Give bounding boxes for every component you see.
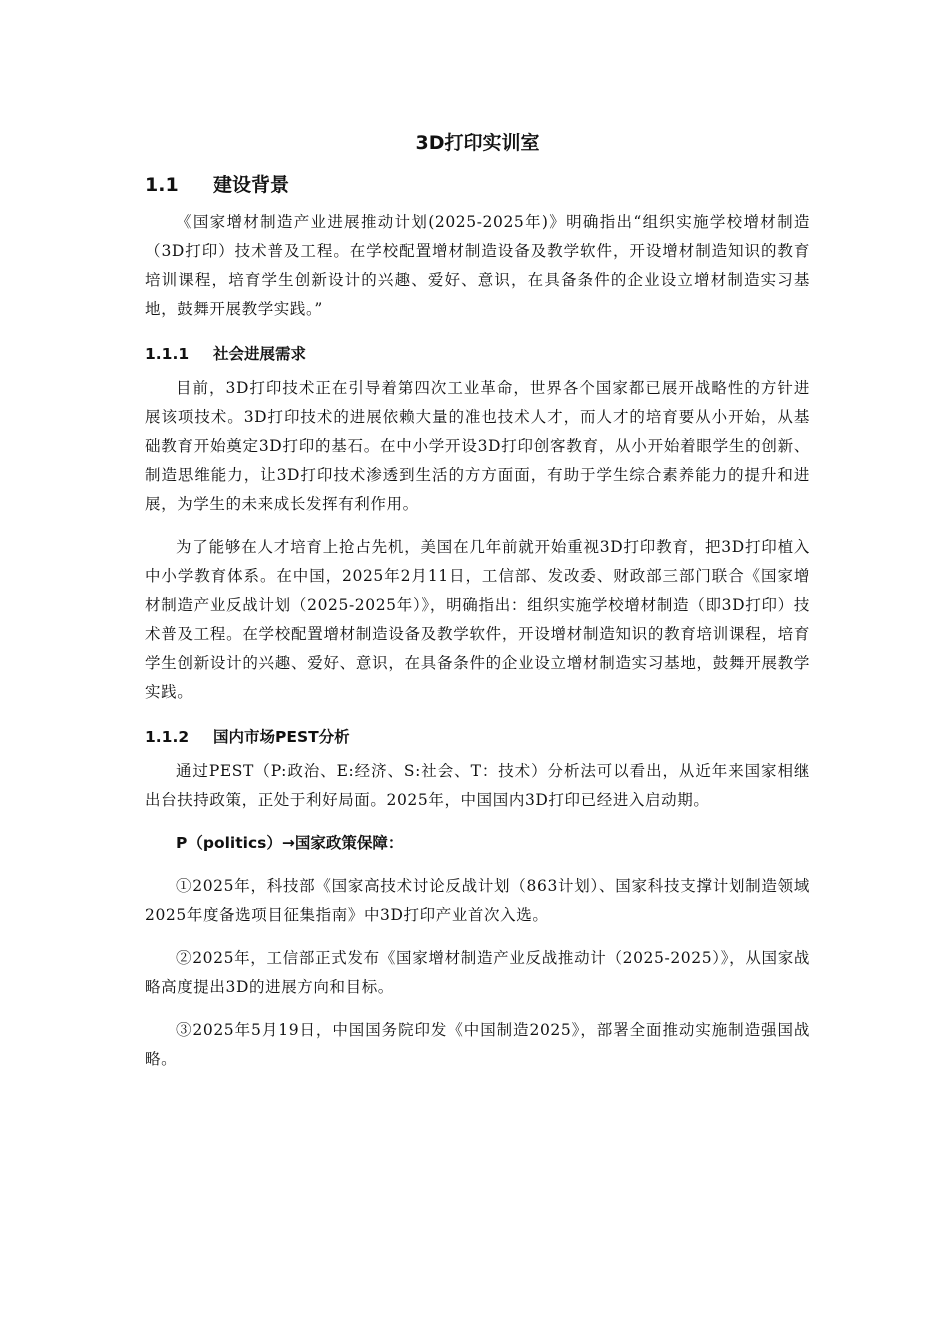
policy-item-1: ①2025年，科技部《国家高技术讨论反战计划（863计划）、国家科技支撑计划制造领域2025年度备选项目征集指南》中3D打印产业首次入选。: [145, 877, 810, 924]
subsection-heading-1: [145, 340, 810, 368]
policy-item-3: ③2025年5月19日，中国国务院印发《中国制造2025》，部署全面推动实施制造强国战略。: [145, 1021, 810, 1068]
section-number: 1.1: [145, 174, 179, 196]
section-heading: [145, 170, 810, 200]
page-title: 3D打印实训室: [415, 132, 540, 154]
paragraph-social-demand-1: 目前，3D打印技术正在引导着第四次工业革命，世界各个国家都已展开战略性的方针进展该项技术。3D打印技术的进展依赖大量的准也技术人才，而人才的培育要从小开始，从基础教育开始奠定3D打印的基石。在中小学开设3D打印创客教育，从小开始着眼学生的创新、制造思维能力，让3D打印技术渗透到生活的方方面面，有助于学生综合素养能力的提升和进展，为学生的未来成长发挥有利作用。: [145, 379, 810, 513]
section-intro-paragraph: 《国家增材制造产业进展推动计划(2025-2025年)》明确指出“组织实施学校增材制造（3D打印）技术普及工程。在学校配置增材制造设备及教学软件，开设增材制造知识的教育培训课程，培育学生创新设计的兴趣、爱好、意识，在具备条件的企业设立增材制造实习基地，鼓舞开展教学实践。”: [145, 213, 810, 318]
section-title: 建设背景: [213, 174, 290, 196]
politics-heading: P（politics）→国家政策保障：: [176, 834, 404, 852]
subsection-title-1: 社会进展需求: [213, 345, 307, 363]
subsection-number-2: 1.1.2: [145, 728, 190, 746]
paragraph-pest-intro: 通过PEST（P:政治、E:经济、S:社会、T：技术）分析法可以看出，从近年来国家相继出台扶持政策，正处于利好局面。2025年，中国国内3D打印已经进入启动期。: [145, 762, 810, 809]
subsection-number-1: 1.1.1: [145, 345, 190, 363]
paragraph-social-demand-2: 为了能够在人才培育上抢占先机，美国在几年前就开始重视3D打印教育，把3D打印植入中小学教育体系。在中国，2025年2月11日，工信部、发改委、财政部三部门联合《国家增材制造产业反战计划（2025-2025年）》，明确指出：组织实施学校增材制造（即3D打印）技术普及工程。在学校配置增材制造设备及教学软件，开设增材制造知识的教育培训课程，培育学生创新设计的兴趣、爱好、意识，在具备条件的企业设立增材制造实习基地，鼓舞开展教学实践。: [145, 538, 810, 701]
subsection-title-2: 国内市场PEST分析: [213, 728, 350, 746]
document-page: [145, 128, 810, 1074]
subsection-heading-2: [145, 723, 810, 751]
policy-item-2: ②2025年，工信部正式发布《国家增材制造产业反战推动计（2025-2025）》，从国家战略高度提出3D的进展方向和目标。: [145, 949, 810, 996]
